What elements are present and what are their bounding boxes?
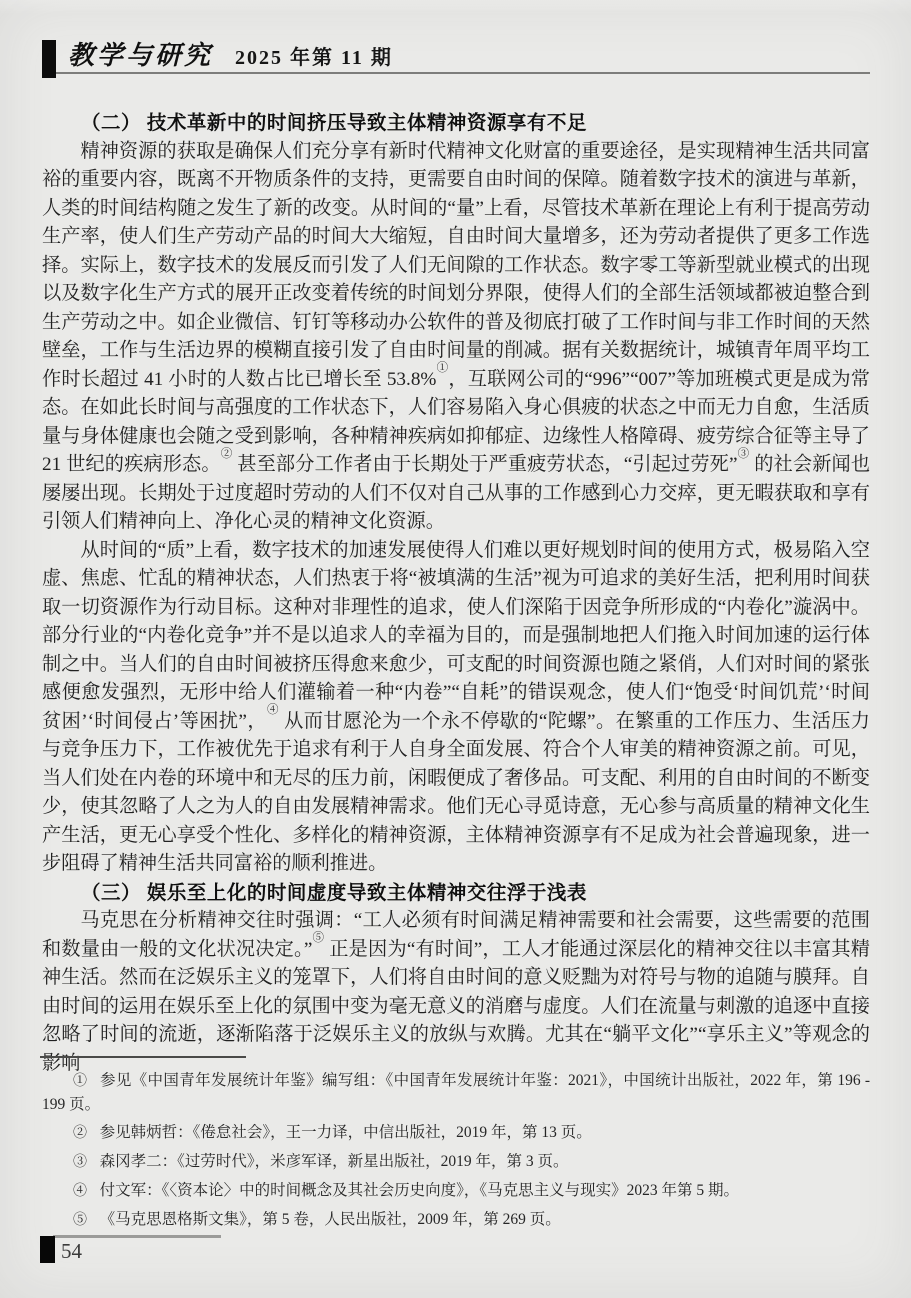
- footnote-ref: ②: [220, 447, 233, 460]
- footnote: ③ 森冈孝二：《过劳时代》，米彦军译，新星出版社，2019 年，第 3 页。: [42, 1150, 870, 1174]
- footnote-marker: ④: [73, 1184, 87, 1199]
- footnotes: [42, 1069, 870, 1237]
- footnote: ④ 付文军：《〈资本论〉中的时间概念及其社会历史向度》，《马克思主义与现实》2023 年第 5 期。: [42, 1179, 870, 1203]
- footnote-ref: ①: [436, 362, 449, 375]
- footnote: ⑤ 《马克思恩格斯文集》，第 5 卷，人民出版社，2009 年，第 269 页。: [42, 1208, 870, 1232]
- footnote-ref: ④: [266, 704, 279, 717]
- paragraph: 从时间的“质”上看，数字技术的加速发展使得人们难以更好规划时间的使用方式，极易陷入空虚、焦虑、忙乱的精神状态，人们热衷于将“被填满的生活”视为可追求的美好生活，把利用时间获取一切资源作为行动目标。这种对非理性的追求，使人们深陷于因竞争所形成的“内卷化”漩涡中。部分行业的“内卷化竞争”并不是以追求人的幸福为目的，而是强制地把人们拖入时间加速的运行体制之中。当人们的自由时间被挤压得愈来愈少，可支配的时间资源也随之紧俏，人们对时间的紧张感便愈发强烈，无形中给人们灌输着一种“内卷”“自耗”的错误观念，使人们“饱受‘时间饥荒’‘时间贫困’‘时间侵占’等困扰”，④ 从而甘愿沦为一个永不停歇的“陀螺”。在繁重的工作压力、生活压力与竞争压力下，工作被优先于追求有利于人自身全面发展、符合个人审美的精神资源之前。可见，当人们处在内卷的环境中和无尽的压力前，闲暇便成了奢侈品。可支配、利用的自由时间的不断变少，使其忽略了人之为人的自由发展精神需求。他们无心寻觅诗意，无心参与高质量的精神文化生产生活，更无心享受个性化、多样化的精神资源，主体精神资源享有不足成为社会普遍现象，进一步阻碍了精神生活共同富裕的顺利推进。: [42, 539, 870, 874]
- footnote-ref: ⑤: [312, 932, 325, 945]
- footnote-marker: ①: [73, 1074, 87, 1089]
- footnote-marker: ②: [73, 1126, 87, 1141]
- footer-line: [53, 1235, 221, 1238]
- page-header: [42, 40, 870, 74]
- paragraph: 精神资源的获取是确保人们充分享有新时代精神文化财富的重要途径，是实现精神生活共同富裕的重要内容，既离不开物质条件的支持，更需要自由时间的保障。随着数字技术的演进与革新，人类的时间结构随之发生了新的改变。从时间的“量”上看，尽管技术革新在理论上有利于提高劳动生产率，使人们生产劳动产品的时间大大缩短，自由时间大量增多，还为劳动者提供了更多工作选择。实际上，数字技术的发展反而引发了人们无间隙的工作状态。数字零工等新型就业模式的出现以及数字化生产方式的展开正改变着传统的时间划分界限，使得人们的全部生活领域都被迫整合到生产劳动之中。如企业微信、钉钉等移动办公软件的普及彻底打破了工作时间与非工作时间的天然壁垒，工作与生活边界的模糊直接引发了自由时间量的削减。据有关数据统计，城镇青年周平均工作时长超过 41 小时的人数占比已增长至 53.8%①，互联网公司的“996”“007”等加班模式更是成为常态。在如此长时间与高强度的工作状态下，人们容易陷入身心俱疲的状态之中而无力自愈，生活质量与身体健康也会随之受到影响，各种精神疾病如抑郁症、边缘性人格障碍、疲劳综合征等主导了 21 世纪的疾病形态。② 甚至部分工作者由于长期处于严重疲劳状态，“引起过劳死”③ 的社会新闻也屡屡出现。长期处于过度超时劳动的人们不仅对自己从事的工作感到心力交瘁，更无暇获取和享有引领人们精神向上、净化心灵的精神文化资源。: [42, 140, 871, 532]
- footnote: ① 参见《中国青年发展统计年鉴》编写组：《中国青年发展统计年鉴：2021》，中国统计出版社，2022 年，第 196 - 199 页。: [42, 1072, 870, 1113]
- page-footer: [40, 1233, 260, 1273]
- footnote-marker: ③: [73, 1155, 87, 1170]
- header-black-bar-icon: [42, 40, 56, 78]
- footnote: ② 参见韩炳哲：《倦怠社会》，王一力译，中信出版社，2019 年，第 13 页。: [42, 1121, 870, 1145]
- journal-name: 教学与研究: [68, 41, 214, 71]
- article-body: [42, 109, 870, 1078]
- page-number: 54: [61, 1239, 82, 1263]
- journal-issue: 2025 年第 11 期: [235, 47, 393, 69]
- footnote-ref: ③: [737, 447, 750, 460]
- footnote-separator: [40, 1056, 246, 1058]
- section-heading: （二） 技术革新中的时间挤压导致主体精神资源享有不足: [81, 112, 587, 134]
- section-heading: （三） 娱乐至上化的时间虚度导致主体精神交往浮于浅表: [81, 881, 587, 904]
- footnote-marker: ⑤: [73, 1213, 87, 1228]
- footer-black-tab-icon: [40, 1236, 55, 1263]
- paragraph: 马克思在分析精神交往时强调：“工人必须有时间满足精神需要和社会需要，这些需要的范围和数量由一般的文化状况决定。”⑤ 正是因为“有时间”，工人才能通过深层化的精神交往以丰富其精神生活。然而在泛娱乐主义的笼罩下，人们将自由时间的意义贬黜为对符号与物的追随与膜拜。自由时间的运用在娱乐至上化的氛围中变为毫无意义的消磨与虚度。人们在流量与刺激的追逐中直接忽略了时间的流逝，逐渐陷落于泛娱乐主义的放纵与欢腾。尤其在“躺平文化”“享乐主义”等观念的影响: [42, 910, 870, 1074]
